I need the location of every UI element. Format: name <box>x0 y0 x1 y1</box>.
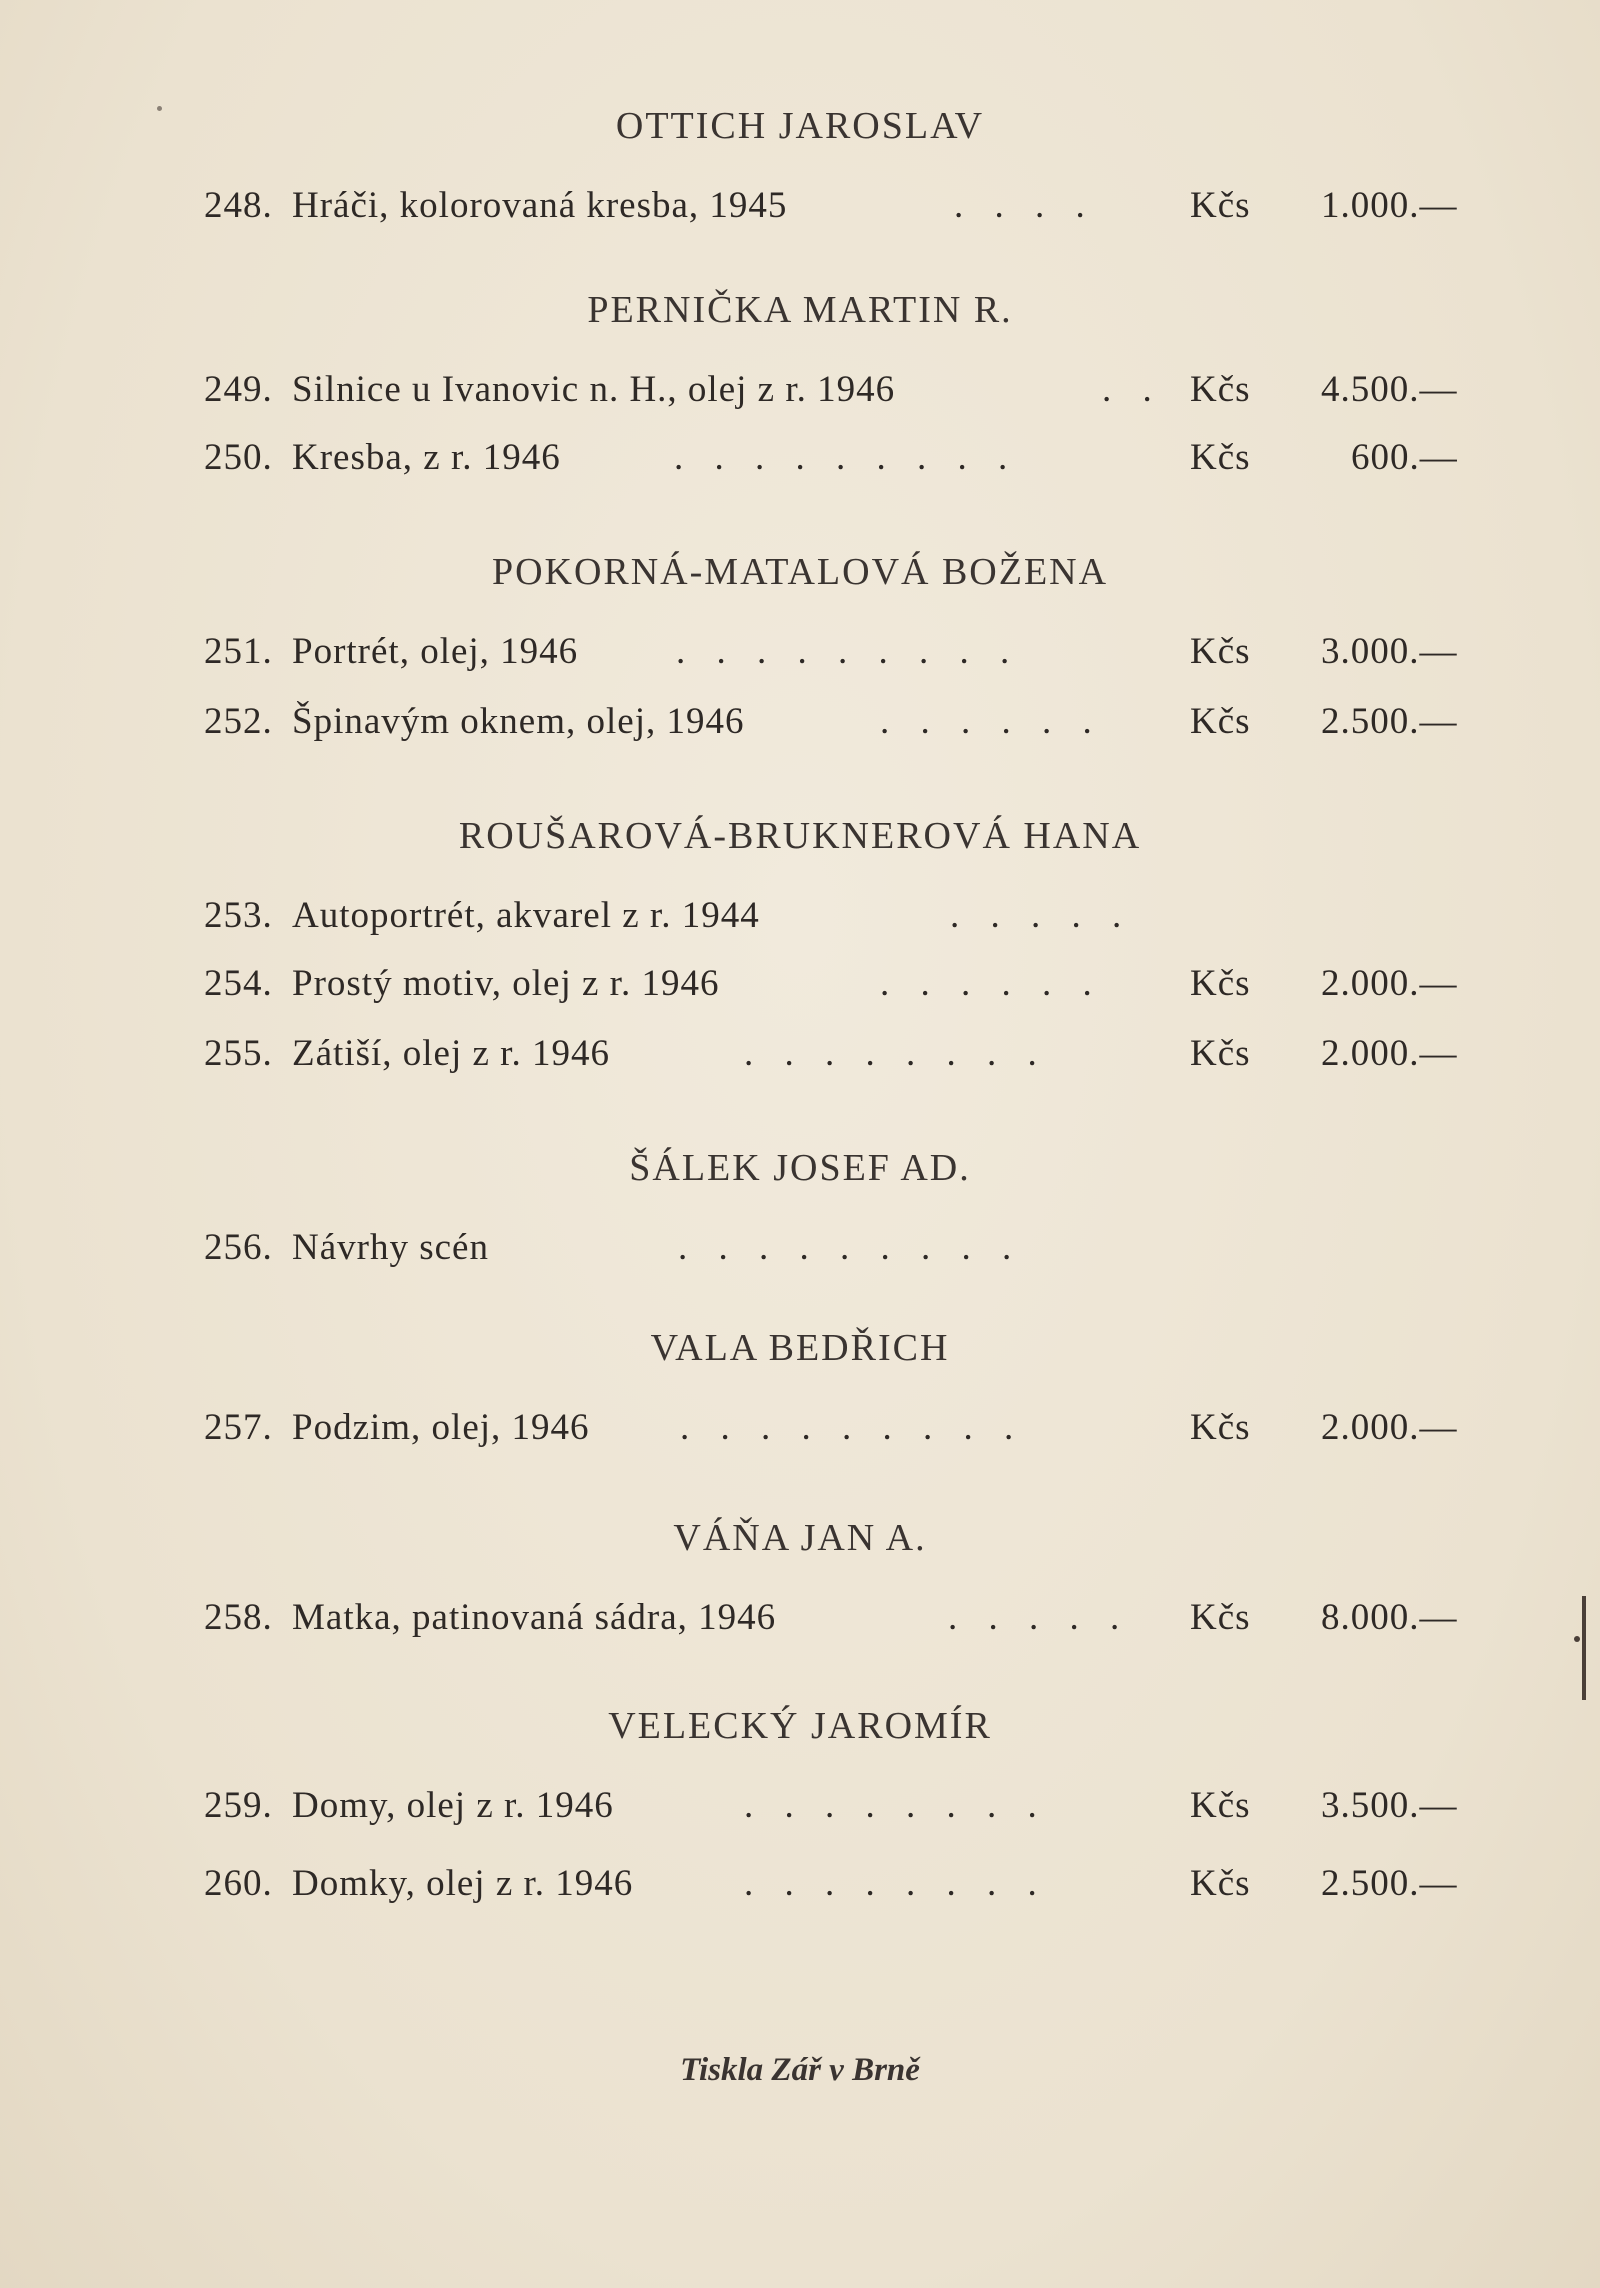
entry-title: Matka, patinovaná sádra, 1946 <box>292 1597 777 1638</box>
catalog-entry <box>204 1226 1464 1274</box>
catalog-entry <box>204 630 1464 678</box>
leader-dots: . . . . . . . . . <box>676 631 1021 672</box>
entry-price: 2.500.— <box>1321 1863 1458 1904</box>
catalog-entry <box>204 700 1464 748</box>
printer-imprint: Tiskla Zář v Brně <box>680 2052 920 2088</box>
artist-heading: POKORNÁ-MATALOVÁ BOŽENA <box>491 551 1109 593</box>
artist-heading: VÁŇA JAN A. <box>673 1517 927 1559</box>
catalog-entry <box>204 368 1464 416</box>
entry-number: 258. <box>204 1597 273 1638</box>
entry-price: 2.500.— <box>1321 701 1458 742</box>
entry-number: 249. <box>204 369 273 410</box>
entry-number: 260. <box>204 1863 273 1904</box>
leader-dots: . . . . . . . . . <box>678 1227 1023 1268</box>
catalog-entry <box>204 894 1464 942</box>
entry-number: 257. <box>204 1407 273 1448</box>
leader-dots: . . . . . . . . <box>744 1863 1048 1904</box>
margin-mark <box>1582 1596 1586 1700</box>
catalog-entry <box>204 962 1464 1010</box>
entry-price: 2.000.— <box>1321 1033 1458 1074</box>
entry-price: 3.000.— <box>1321 631 1458 672</box>
entry-currency: Kčs <box>1190 1407 1251 1448</box>
leader-dots: . . . . . . <box>880 701 1103 742</box>
entry-number: 254. <box>204 963 273 1004</box>
entry-price: 8.000.— <box>1321 1597 1458 1638</box>
entry-title: Autoportrét, akvarel z r. 1944 <box>292 895 760 936</box>
ink-speck <box>1574 1636 1580 1642</box>
leader-dots: . . . . . . . . <box>744 1785 1048 1826</box>
entry-title: Návrhy scén <box>292 1227 489 1268</box>
entry-currency: Kčs <box>1190 631 1251 672</box>
entry-title: Kresba, z r. 1946 <box>292 437 561 478</box>
entry-number: 251. <box>204 631 273 672</box>
entry-currency: Kčs <box>1190 1785 1251 1826</box>
entry-price: 1.000.— <box>1321 185 1458 226</box>
entry-number: 256. <box>204 1227 273 1268</box>
artist-heading: OTTICH JAROSLAV <box>615 105 985 147</box>
entry-title: Domy, olej z r. 1946 <box>292 1785 614 1826</box>
catalog-entry <box>204 1596 1464 1644</box>
entry-price: 4.500.— <box>1321 369 1458 410</box>
entry-title: Špinavým oknem, olej, 1946 <box>292 701 745 742</box>
entry-currency: Kčs <box>1190 701 1251 742</box>
leader-dots: . . . . . . . . <box>744 1033 1048 1074</box>
entry-title: Podzim, olej, 1946 <box>292 1407 590 1448</box>
artist-heading: VELECKÝ JAROMÍR <box>608 1705 992 1747</box>
entry-number: 252. <box>204 701 273 742</box>
leader-dots: . . . . . <box>948 1597 1131 1638</box>
entry-currency: Kčs <box>1190 1033 1251 1074</box>
artist-heading: PERNIČKA MARTIN R. <box>587 289 1013 331</box>
leader-dots: . . <box>1102 369 1163 410</box>
entry-currency: Kčs <box>1190 1863 1251 1904</box>
entry-title: Prostý motiv, olej z r. 1946 <box>292 963 720 1004</box>
leader-dots: . . . . <box>954 185 1096 226</box>
catalog-entry <box>204 1032 1464 1080</box>
entry-currency: Kčs <box>1190 1597 1251 1638</box>
catalog-entry <box>204 1862 1464 1910</box>
leader-dots: . . . . . . . . . <box>674 437 1019 478</box>
artist-heading: ŠÁLEK JOSEF AD. <box>629 1147 971 1189</box>
entry-title: Domky, olej z r. 1946 <box>292 1863 634 1904</box>
leader-dots: . . . . . . . . . <box>680 1407 1025 1448</box>
catalog-entry <box>204 184 1464 232</box>
entry-currency: Kčs <box>1190 369 1251 410</box>
entry-number: 253. <box>204 895 273 936</box>
entry-currency: Kčs <box>1190 963 1251 1004</box>
entry-number: 255. <box>204 1033 273 1074</box>
catalog-entry <box>204 1784 1464 1832</box>
entry-price: 600.— <box>1351 437 1458 478</box>
entry-number: 250. <box>204 437 273 478</box>
leader-dots: . . . . . . <box>880 963 1103 1004</box>
entry-currency: Kčs <box>1190 437 1251 478</box>
ink-speck <box>157 106 162 111</box>
artist-heading: ROUŠAROVÁ-BRUKNEROVÁ HANA <box>458 815 1142 857</box>
entry-price: 3.500.— <box>1321 1785 1458 1826</box>
catalog-entry <box>204 436 1464 484</box>
entry-price: 2.000.— <box>1321 963 1458 1004</box>
entry-price: 2.000.— <box>1321 1407 1458 1448</box>
entry-title: Silnice u Ivanovic n. H., olej z r. 1946 <box>292 369 896 410</box>
leader-dots: . . . . . <box>950 895 1133 936</box>
entry-number: 259. <box>204 1785 273 1826</box>
entry-title: Zátiší, olej z r. 1946 <box>292 1033 610 1074</box>
catalog-entry <box>204 1406 1464 1454</box>
entry-title: Hráči, kolorovaná kresba, 1945 <box>292 185 788 226</box>
entry-title: Portrét, olej, 1946 <box>292 631 579 672</box>
artist-heading: VALA BEDŘICH <box>650 1327 950 1369</box>
entry-currency: Kčs <box>1190 185 1251 226</box>
entry-number: 248. <box>204 185 273 226</box>
